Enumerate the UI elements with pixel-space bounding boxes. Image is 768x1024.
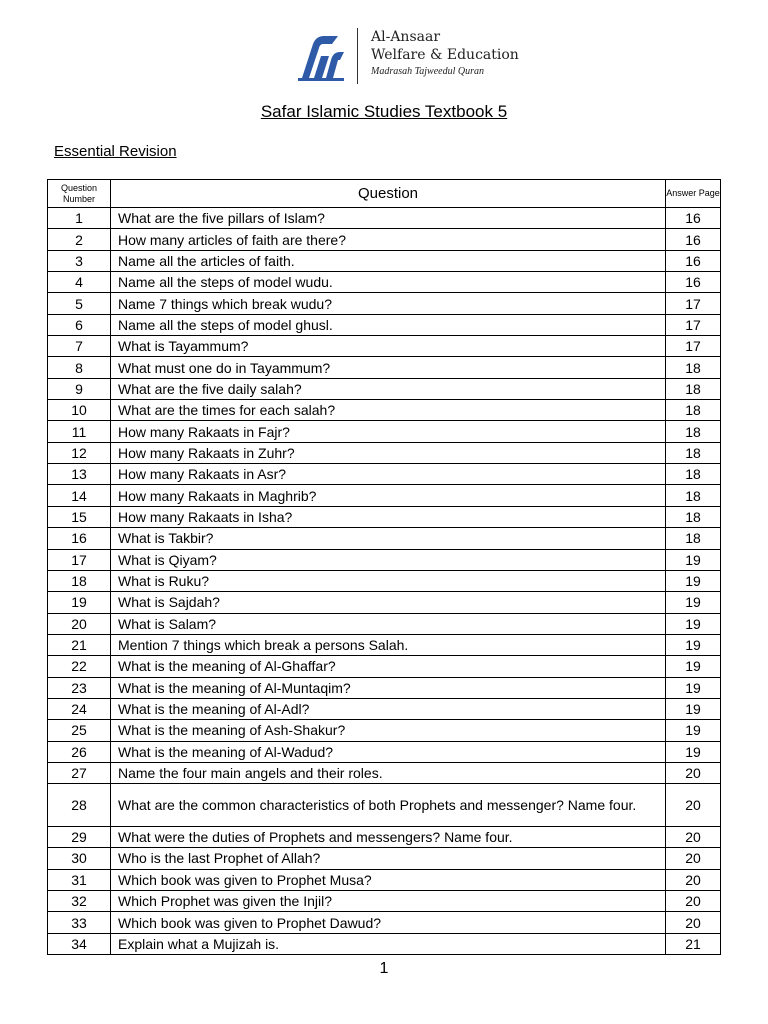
question-text-cell: What is Tayammum? xyxy=(111,336,666,357)
answer-page-cell: 18 xyxy=(666,528,721,549)
question-text-cell: Name the four main angels and their roles. xyxy=(111,762,666,783)
answer-page-cell: 19 xyxy=(666,570,721,591)
answer-page-cell: 19 xyxy=(666,677,721,698)
table-row xyxy=(48,314,721,335)
answer-page-cell: 20 xyxy=(666,869,721,890)
table-row xyxy=(48,549,721,570)
table-row xyxy=(48,592,721,613)
question-number-cell: 6 xyxy=(48,314,111,335)
question-number-cell: 21 xyxy=(48,634,111,655)
question-number-cell: 34 xyxy=(48,933,111,954)
table-row xyxy=(48,442,721,463)
question-number-cell: 3 xyxy=(48,250,111,271)
organization-subtitle: Welfare & Education xyxy=(371,47,519,63)
question-text-cell: What is the meaning of Al-Wadud? xyxy=(111,741,666,762)
table-row xyxy=(48,378,721,399)
question-text-cell: What is Sajdah? xyxy=(111,592,666,613)
revision-questions-table xyxy=(47,179,721,955)
question-text-cell: Which Prophet was given the Injil? xyxy=(111,891,666,912)
answer-page-cell: 19 xyxy=(666,592,721,613)
document-title: Safar Islamic Studies Textbook 5 xyxy=(260,102,508,121)
answer-page-cell: 16 xyxy=(666,250,721,271)
question-number-cell: 26 xyxy=(48,741,111,762)
answer-page-cell: 20 xyxy=(666,826,721,847)
answer-page-cell: 19 xyxy=(666,720,721,741)
answer-page-cell: 18 xyxy=(666,378,721,399)
answer-page-cell: 20 xyxy=(666,848,721,869)
answer-page-cell: 20 xyxy=(666,891,721,912)
question-text-cell: What is the meaning of Al-Adl? xyxy=(111,698,666,719)
table-row xyxy=(48,869,721,890)
answer-page-cell: 19 xyxy=(666,698,721,719)
question-text-cell: Name all the articles of faith. xyxy=(111,250,666,271)
question-number-cell: 13 xyxy=(48,464,111,485)
question-text-cell: What is Qiyam? xyxy=(111,549,666,570)
question-text-cell: What is Salam? xyxy=(111,613,666,634)
table-row xyxy=(48,250,721,271)
question-text-cell: What are the five pillars of Islam? xyxy=(111,208,666,229)
header-question: Question xyxy=(111,180,666,208)
answer-page-cell: 19 xyxy=(666,549,721,570)
table-row xyxy=(48,208,721,229)
organization-name: Al-Ansaar xyxy=(371,29,441,45)
table-row xyxy=(48,762,721,783)
question-number-cell: 5 xyxy=(48,293,111,314)
header xyxy=(0,22,768,92)
answer-page-cell: 19 xyxy=(666,613,721,634)
answer-page-cell: 17 xyxy=(666,314,721,335)
answer-page-cell: 16 xyxy=(666,272,721,293)
table-row xyxy=(48,229,721,250)
answer-page-cell: 18 xyxy=(666,421,721,442)
table-row xyxy=(48,741,721,762)
table-row xyxy=(48,698,721,719)
answer-page-cell: 18 xyxy=(666,357,721,378)
section-title: Essential Revision xyxy=(54,143,177,160)
question-number-cell: 11 xyxy=(48,421,111,442)
question-number-cell: 28 xyxy=(48,784,111,827)
table-row xyxy=(48,720,721,741)
question-text-cell: Name all the steps of model ghusl. xyxy=(111,314,666,335)
question-text-cell: What is Ruku? xyxy=(111,570,666,591)
answer-page-cell: 16 xyxy=(666,229,721,250)
answer-page-cell: 18 xyxy=(666,400,721,421)
table-row xyxy=(48,464,721,485)
al-ansaar-logo-icon xyxy=(296,34,346,82)
question-text-cell: What were the duties of Prophets and messengers? Name four. xyxy=(111,826,666,847)
answer-page-cell: 19 xyxy=(666,741,721,762)
answer-page-cell: 21 xyxy=(666,933,721,954)
question-number-cell: 22 xyxy=(48,656,111,677)
answer-page-cell: 17 xyxy=(666,336,721,357)
organization-name-block xyxy=(371,28,519,80)
table-row xyxy=(48,485,721,506)
question-text-cell: How many articles of faith are there? xyxy=(111,229,666,250)
header-answer-page: Answer Page xyxy=(666,180,721,208)
table-row xyxy=(48,421,721,442)
question-number-cell: 25 xyxy=(48,720,111,741)
question-text-cell: Name 7 things which break wudu? xyxy=(111,293,666,314)
question-text-cell: What are the common characteristics of both Prophets and messenger? Name four. xyxy=(111,784,666,827)
table-row xyxy=(48,613,721,634)
table-row xyxy=(48,528,721,549)
answer-page-cell: 18 xyxy=(666,506,721,527)
question-text-cell: How many Rakaats in Maghrib? xyxy=(111,485,666,506)
question-number-cell: 30 xyxy=(48,848,111,869)
question-text-cell: Which book was given to Prophet Musa? xyxy=(111,869,666,890)
question-number-cell: 20 xyxy=(48,613,111,634)
question-number-cell: 31 xyxy=(48,869,111,890)
page-number: 1 xyxy=(379,960,389,977)
organization-script: Madrasah Tajweedul Quran xyxy=(371,66,484,77)
table-row xyxy=(48,634,721,655)
answer-page-cell: 18 xyxy=(666,464,721,485)
question-number-cell: 10 xyxy=(48,400,111,421)
table-row xyxy=(48,570,721,591)
question-text-cell: What are the five daily salah? xyxy=(111,378,666,399)
question-text-cell: What is the meaning of Al-Muntaqim? xyxy=(111,677,666,698)
header-question-number: Question Number xyxy=(48,180,111,208)
question-text-cell: How many Rakaats in Fajr? xyxy=(111,421,666,442)
question-number-cell: 1 xyxy=(48,208,111,229)
table-row xyxy=(48,784,721,827)
table-row xyxy=(48,848,721,869)
answer-page-cell: 18 xyxy=(666,442,721,463)
question-number-cell: 16 xyxy=(48,528,111,549)
table-row xyxy=(48,912,721,933)
question-number-cell: 29 xyxy=(48,826,111,847)
table-row xyxy=(48,400,721,421)
table-row xyxy=(48,891,721,912)
question-text-cell: What are the times for each salah? xyxy=(111,400,666,421)
answer-page-cell: 20 xyxy=(666,762,721,783)
table-row xyxy=(48,293,721,314)
question-number-cell: 14 xyxy=(48,485,111,506)
question-number-cell: 23 xyxy=(48,677,111,698)
question-number-cell: 33 xyxy=(48,912,111,933)
question-number-cell: 4 xyxy=(48,272,111,293)
question-number-cell: 32 xyxy=(48,891,111,912)
answer-page-cell: 16 xyxy=(666,208,721,229)
answer-page-cell: 18 xyxy=(666,485,721,506)
question-text-cell: Name all the steps of model wudu. xyxy=(111,272,666,293)
table-row xyxy=(48,272,721,293)
answer-page-cell: 20 xyxy=(666,912,721,933)
answer-page-cell: 19 xyxy=(666,656,721,677)
question-text-cell: Mention 7 things which break a persons Salah. xyxy=(111,634,666,655)
table-row xyxy=(48,656,721,677)
question-number-cell: 18 xyxy=(48,570,111,591)
question-text-cell: Explain what a Mujizah is. xyxy=(111,933,666,954)
question-number-cell: 12 xyxy=(48,442,111,463)
question-number-cell: 9 xyxy=(48,378,111,399)
table-header-row xyxy=(48,180,721,208)
question-number-cell: 8 xyxy=(48,357,111,378)
question-text-cell: What is the meaning of Ash-Shakur? xyxy=(111,720,666,741)
table-row xyxy=(48,826,721,847)
table-row xyxy=(48,506,721,527)
question-text-cell: What is Takbir? xyxy=(111,528,666,549)
table-row xyxy=(48,357,721,378)
question-number-cell: 19 xyxy=(48,592,111,613)
question-text-cell: What must one do in Tayammum? xyxy=(111,357,666,378)
table-row xyxy=(48,933,721,954)
table-row xyxy=(48,677,721,698)
question-text-cell: Which book was given to Prophet Dawud? xyxy=(111,912,666,933)
question-number-cell: 2 xyxy=(48,229,111,250)
question-text-cell: What is the meaning of Al-Ghaffar? xyxy=(111,656,666,677)
answer-page-cell: 17 xyxy=(666,293,721,314)
question-number-cell: 17 xyxy=(48,549,111,570)
question-number-cell: 15 xyxy=(48,506,111,527)
question-number-cell: 24 xyxy=(48,698,111,719)
answer-page-cell: 20 xyxy=(666,784,721,827)
question-text-cell: Who is the last Prophet of Allah? xyxy=(111,848,666,869)
question-text-cell: How many Rakaats in Asr? xyxy=(111,464,666,485)
table-row xyxy=(48,336,721,357)
question-text-cell: How many Rakaats in Zuhr? xyxy=(111,442,666,463)
answer-page-cell: 19 xyxy=(666,634,721,655)
question-number-cell: 7 xyxy=(48,336,111,357)
logo-divider xyxy=(357,28,358,84)
question-text-cell: How many Rakaats in Isha? xyxy=(111,506,666,527)
question-number-cell: 27 xyxy=(48,762,111,783)
